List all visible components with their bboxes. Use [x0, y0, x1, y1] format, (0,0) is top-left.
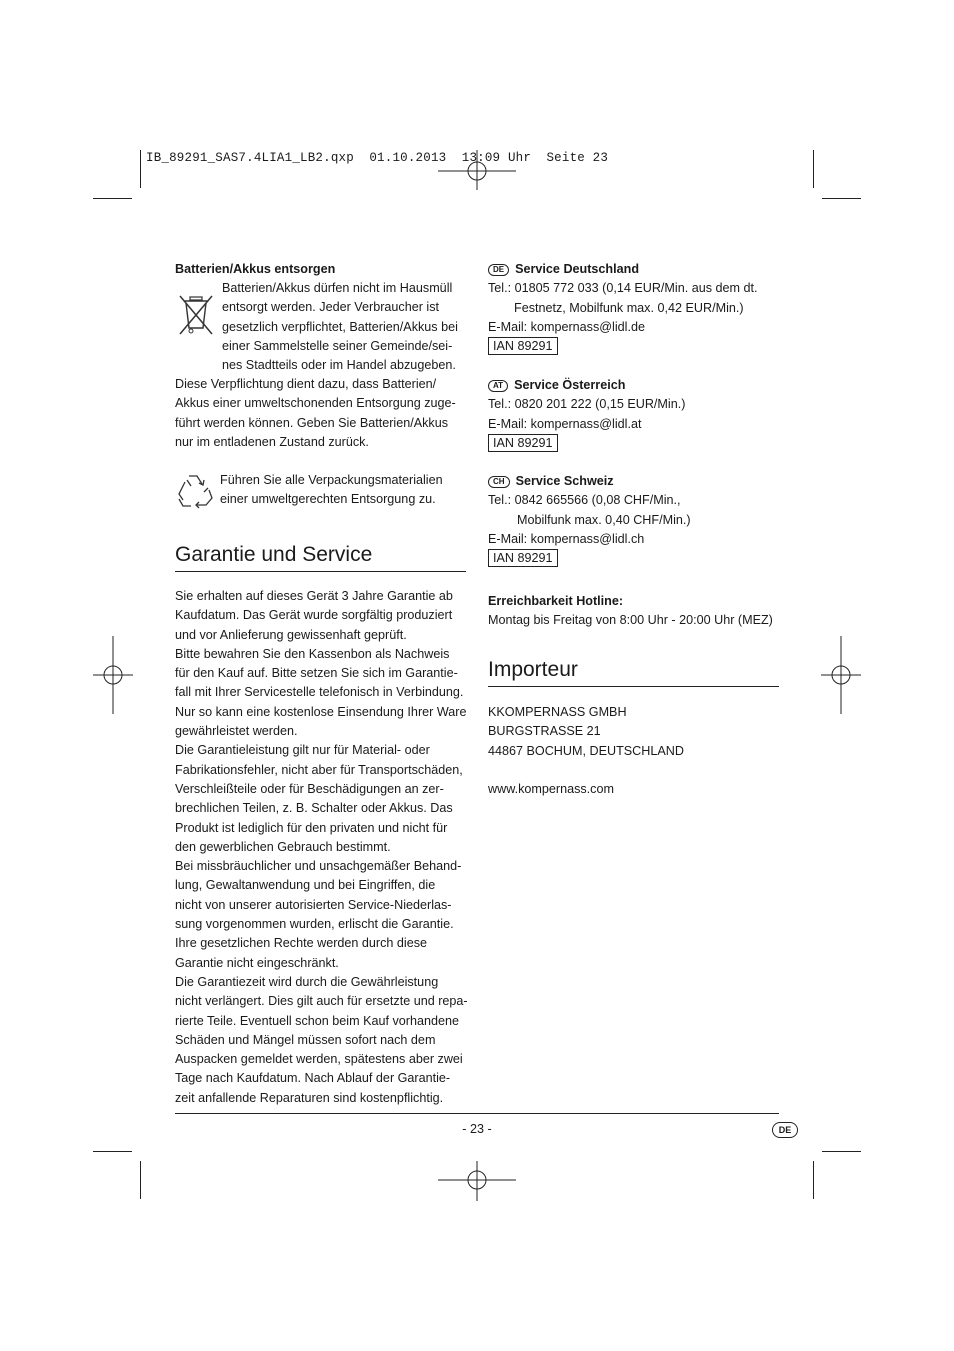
language-badge: DE	[772, 1122, 798, 1138]
garantie-heading: Garantie und Service	[175, 543, 466, 572]
registration-mark-left	[93, 636, 133, 714]
crop-mark	[140, 150, 141, 188]
country-badge-at: AT	[488, 380, 508, 392]
registration-mark-bottom	[438, 1161, 516, 1201]
battery-heading: Batterien/Akkus entsorgen	[175, 262, 336, 276]
crop-mark	[822, 198, 861, 199]
crop-mark	[93, 1151, 132, 1152]
battery-indented-text: Batterien/Akkus dürfen nicht im Hausmüll entsorgt werden. Jeder Verbraucher ist gesetzlich verpflichtet, Batterien/Akkus bei einer Sammelstelle seiner Gemeinde/sei- nes Stadtteils oder im Handel abzugeben.	[222, 281, 458, 373]
service-at: AT Service Österreich Tel.: 0820 201 222 (0,15 EUR/Min.) E-Mail: kompernass@lidl.at IAN 89291	[488, 378, 686, 450]
garantie-body: Sie erhalten auf dieses Gerät 3 Jahre Garantie ab Kaufdatum. Das Gerät wurde sorgfältig produziert und vor Anlieferung gewissenhaft geprüft. Bitte bewahren Sie den Kassenbon als Nachweis für den Kauf auf. Bitte setzen Sie sich im Garantie- fall mit Ihrer Servicestelle telefonisch in Verbindung. Nur so kann eine kostenlose Einsendung Ihrer Ware gewährleistet werden. Die Garantieleistung gilt nur für Material- oder Fabrikationsfehler, nicht aber für Transportschäden, Verschleißteile oder für Beschädigungen an zer- brechlichen Teilen, z. B. Schalter oder Akkus. Das Produkt ist lediglich für den privaten und nicht für den gewerblichen Gebrauch bestimmt. Bei missbräuchlicher und unsachgemäßer Behand- lung, Gewaltanwendung und bei Eingriffen, die nicht von unserer autorisierten Service-Niederlas- sung vorgenommen wurden, erlischt die Garantie. Ihre gesetzlichen Rechte werden durch diese Garantie nicht eingeschränkt. Die Garantiezeit wird durch die Gewährleistung nicht verlängert. Dies gilt auch für ersetzte und repa- rierte Teile. Eventuell schon beim Kauf vorhandene Schäden und Mängel müssen sofort nach dem Auspacken gemeldet werden, spätestens aber zwei Tage nach Kaufdatum. Nach Ablauf der Garantie- zeit anfallende Reparaturen sind kostenpflichtig.	[175, 589, 468, 1105]
service-title: Service Österreich	[514, 378, 626, 392]
hotline-text: Montag bis Freitag von 8:00 Uhr - 20:00 Uhr (MEZ)	[488, 613, 773, 628]
website-link[interactable]: www.kompernass.com	[488, 782, 614, 796]
country-badge-de: DE	[488, 264, 509, 276]
footer-rule	[175, 1113, 779, 1114]
crop-mark	[140, 1161, 141, 1199]
service-title: Service Schweiz	[515, 474, 614, 488]
country-badge-ch: CH	[488, 476, 510, 488]
crossed-bin-icon	[178, 294, 214, 336]
service-de: DE Service Deutschland Tel.: 01805 772 033 (0,14 EUR/Min. aus dem dt. Festnetz, Mobilfunk max. 0,42 EUR/Min.) E-Mail: kompernass@lidl.de IAN 89291	[488, 262, 758, 354]
ian-box: IAN 89291	[488, 434, 558, 452]
recycle-icon	[175, 472, 215, 510]
recycle-text: Führen Sie alle Verpackungsmaterialien einer umweltgerechten Entsorgung zu.	[220, 473, 443, 507]
service-title: Service Deutschland	[515, 262, 640, 276]
page-number: - 23 -	[462, 1122, 492, 1136]
service-ch: CH Service Schweiz Tel.: 0842 665566 (0,08 CHF/Min., Mobilfunk max. 0,40 CHF/Min.) E-Mail: kompernass@lidl.ch IAN 89291	[488, 474, 691, 566]
importer-address: KKOMPERNASS GMBH BURGSTRASSE 21 44867 BOCHUM, DEUTSCHLAND	[488, 705, 684, 758]
ian-box: IAN 89291	[488, 549, 558, 567]
ian-box: IAN 89291	[488, 337, 558, 355]
crop-mark	[813, 1161, 814, 1199]
hotline-heading: Erreichbarkeit Hotline:	[488, 594, 624, 608]
importeur-heading: Importeur	[488, 658, 779, 687]
crop-mark	[93, 198, 132, 199]
print-slug: IB_89291_SAS7.4LIA1_LB2.qxp 01.10.2013 13:09 Uhr Seite 23	[146, 151, 609, 165]
crop-mark	[813, 150, 814, 188]
registration-mark-right	[821, 636, 861, 714]
hotline	[488, 592, 780, 631]
battery-full-text: Diese Verpflichtung dient dazu, dass Batterien/ Akkus einer umweltschonenden Entsorgung zuge- führt werden können. Geben Sie Batterien/Akkus nur im entladenen Zustand zurück.	[175, 377, 456, 449]
crop-mark	[822, 1151, 861, 1152]
